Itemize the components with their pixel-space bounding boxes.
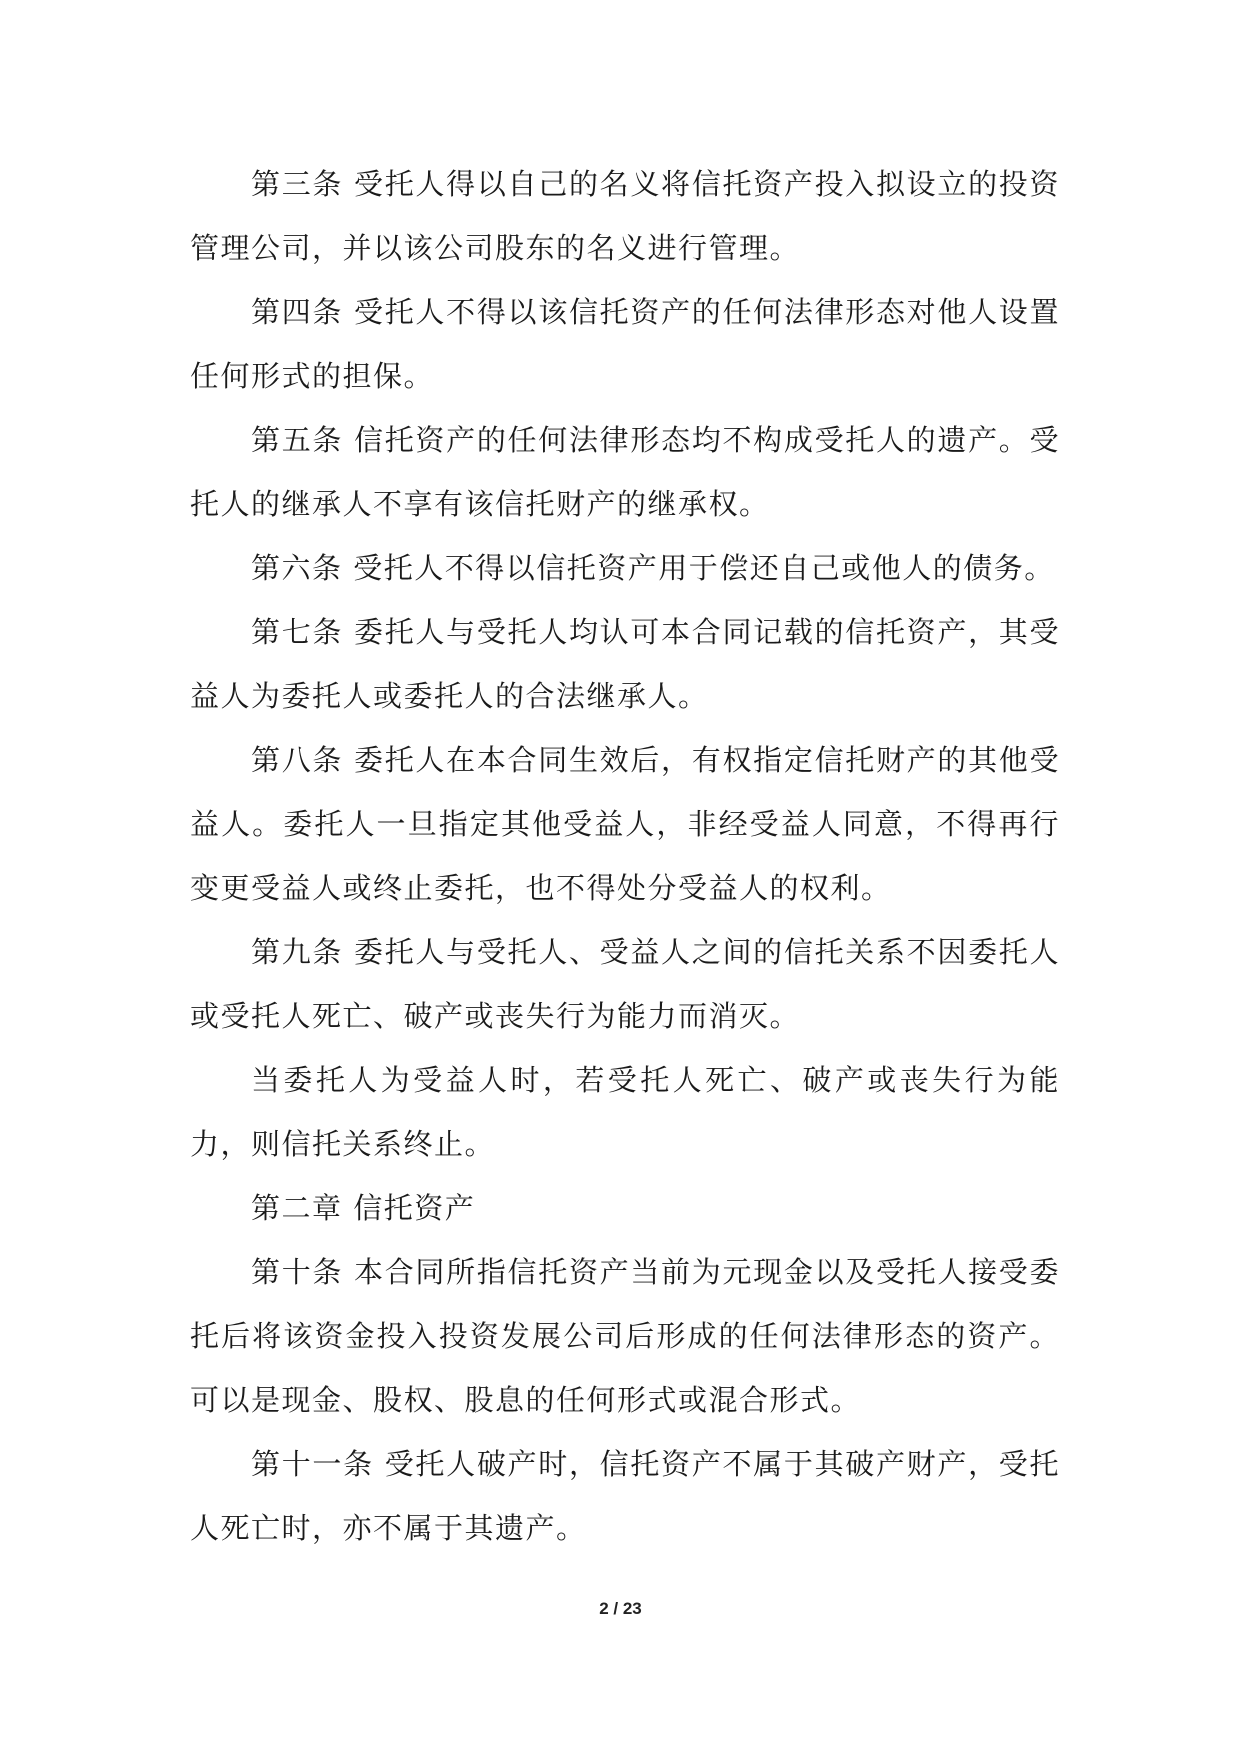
paragraph-article-9: 第九条 委托人与受托人、受益人之间的信托关系不因委托人或受托人死亡、破产或丧失行为能力而消灭。 [190, 935, 1060, 1033]
paragraph-article-10: 第十条 本合同所指信托资产当前为元现金以及受托人接受委托后将该资金投入投资发展公司后形成的任何法律形态的资产。可以是现金、股权、股息的任何形式或混合形式。 [190, 1255, 1060, 1417]
paragraph-article-6: 第六条 受托人不得以信托资产用于偿还自己或他人的债务。 [251, 551, 1055, 585]
chapter-heading: 第二章 信托资产 [251, 1191, 476, 1225]
paragraph-article-4: 第四条 受托人不得以该信托资产的任何法律形态对他人设置任何形式的担保。 [190, 295, 1060, 393]
paragraph-article-9-supplement: 当委托人为受益人时，若受托人死亡、破产或丧失行为能力，则信托关系终止。 [190, 1063, 1060, 1161]
paragraph-article-8: 第八条 委托人在本合同生效后，有权指定信托财产的其他受益人。委托人一旦指定其他受益人，非经受益人同意，不得再行变更受益人或终止委托，也不得处分受益人的权利。 [190, 743, 1060, 905]
document-body [190, 152, 1060, 1560]
paragraph-article-7: 第七条 委托人与受托人均认可本合同记载的信托资产，其受益人为委托人或委托人的合法继承人。 [190, 615, 1060, 713]
paragraph-article-3: 第三条 受托人得以自己的名义将信托资产投入拟设立的投资管理公司，并以该公司股东的名义进行管理。 [190, 167, 1060, 265]
paragraph-article-11: 第十一条 受托人破产时，信托资产不属于其破产财产，受托人死亡时，亦不属于其遗产。 [190, 1447, 1060, 1545]
paragraph-article-5: 第五条 信托资产的任何法律形态均不构成受托人的遗产。受托人的继承人不享有该信托财产的继承权。 [190, 423, 1060, 521]
page-number: 2 / 23 [599, 1599, 642, 1618]
